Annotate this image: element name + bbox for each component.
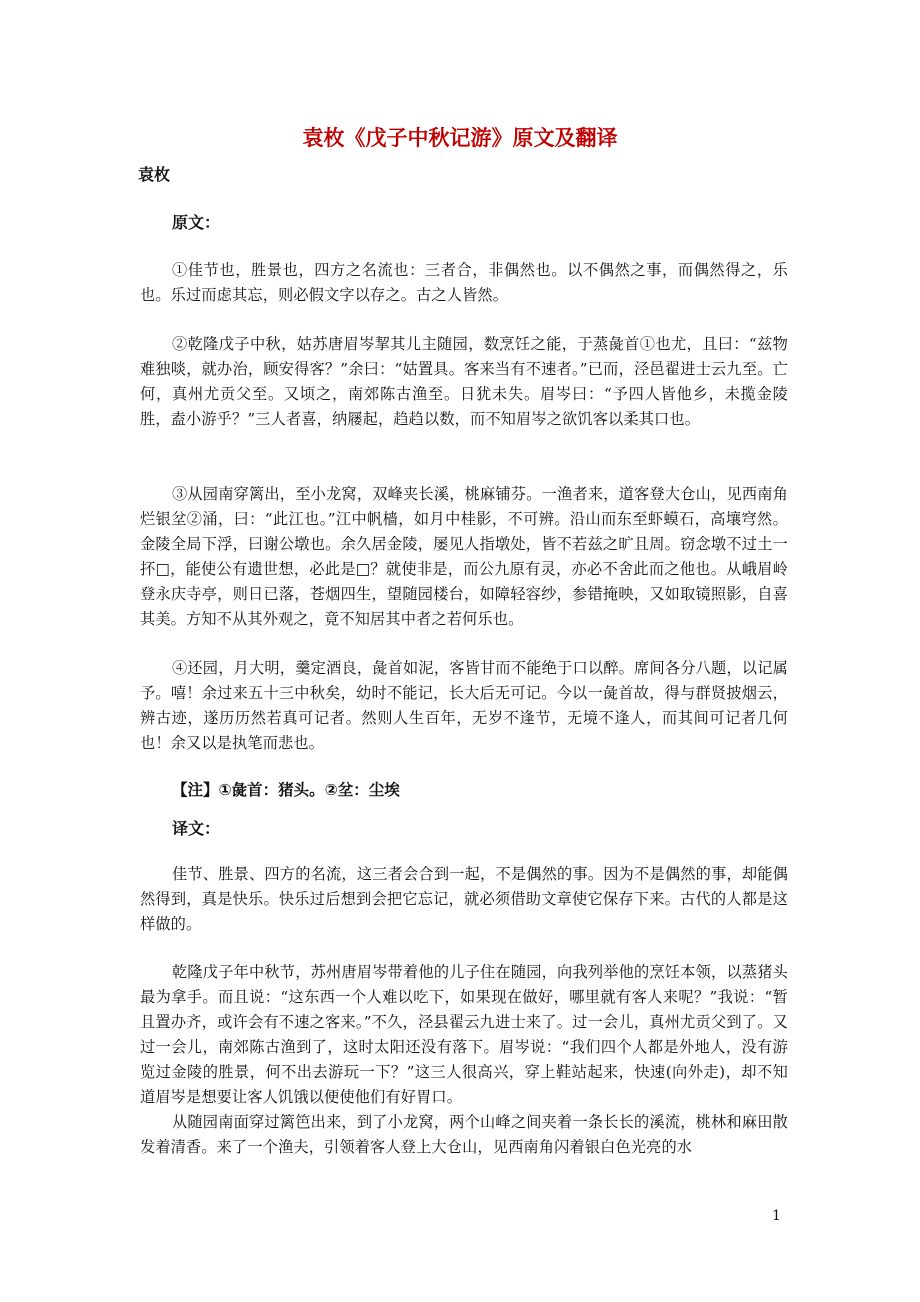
translation-heading: 译文： <box>172 819 221 838</box>
original-paragraph-2: ②乾隆戊子中秋，姑苏唐眉岑挈其儿主随园，数烹饪之能，于蒸彘首①也尤，且曰：“兹物难独啖，就办治，顾安得客？”余曰：“姑置具。客来当有不速者。”已而，泾邑翟进士云九至。亡何，真州尤贡父至。又顷之，南郊陈古渔至。日犹未失。眉岑曰：“予四人皆他乡，未揽金陵胜，盍小游乎？”三人者喜，纳屦起，趋趋以数，而不知眉岑之欲饥客以柔其口也。 <box>140 335 788 428</box>
author-name: 袁枚 <box>138 165 171 184</box>
page-number: 1 <box>772 1208 781 1224</box>
translation-paragraph-3: 从随园南面穿过篱笆出来，到了小龙窝，两个山峰之间夹着一条长长的溪流，桃林和麻田散发着清香。来了一个渔夫，引领着客人登上大仓山，见西南角闪着银白色光亮的水 <box>140 1113 788 1156</box>
translation-paragraph-2: 乾隆戊子年中秋节，苏州唐眉岑带着他的儿子住在随园，向我列举他的烹饪本领，以蒸猪头最为拿手。而且说：“这东西一个人难以吃下，如果现在做好，哪里就有客人来呢？”我说：“暂且置办齐，或许会有不速之客来。”不久，泾县翟云九进士来了。过一会儿，真州尤贡父到了。又过一会儿，南郊陈古渔到了，这时太阳还没有落下。眉岑说：“我们四个人都是外地人，没有游览过金陵的胜景，何不出去游玩一下？”这三人很高兴，穿上鞋站起来，快速(向外走)，却不知道眉岑是想要让客人饥饿以便使他们有好胃口。 <box>140 963 788 1106</box>
original-paragraph-1: ①佳节也，胜景也，四方之名流也：三者合，非偶然也。以不偶然之事，而偶然得之，乐也。乐过而虑其忘，则必假文字以存之。古之人皆然。 <box>140 261 788 304</box>
original-heading: 原文： <box>172 213 221 232</box>
translation-paragraph-1: 佳节、胜景、四方的名流，这三者会合到一起，不是偶然的事。因为不是偶然的事，却能偶然得到，真是快乐。快乐过后想到会把它忘记，就必须借助文章使它保存下来。古代的人都是这样做的。 <box>140 865 788 933</box>
original-paragraph-3: ③从园南穿篱出，至小龙窝，双峰夹长溪，桃麻铺芬。一渔者来，道客登大仓山，见西南角烂银坌②涌，曰：“此江也。”江中帆樯，如月中桂影，不可辨。沿山而东至虾蟆石，高壤穹然。金陵全局下浮，曰谢公墩也。余久居金陵，屡见人指墩处，皆不若兹之旷且周。窃念墩不过土一抔□，能使公有遗世想，必此是□？就使非是，而公九原有灵，亦必不舍此而之他也。从峨眉岭登永庆寺亭，则日已落，苍烟四生，望随园楼台，如障轻容纱，参错掩映，又如取镜照影，自喜其美。方知不从其外观之，竟不知居其中者之若何乐也。 <box>140 485 788 628</box>
annotation-note: 【注】①彘首：猪头。②坌：尘埃 <box>172 781 400 799</box>
original-paragraph-4: ④还园，月大明，羹定酒良，彘首如泥，客皆甘而不能绝于口以醉。席间各分八题，以记属予。嘻！余过来五十三中秋矣，幼时不能记，长大后无可记。今以一彘首故，得与群贤披烟云，辨古迹，遂历历然若真可记者。然则人生百年，无岁不逢节，无境不逢人，而其间可记者几何也！余又以是执笔而悲也。 <box>140 659 788 752</box>
document-title: 袁枚《戊子中秋记游》原文及翻译 <box>302 126 618 150</box>
